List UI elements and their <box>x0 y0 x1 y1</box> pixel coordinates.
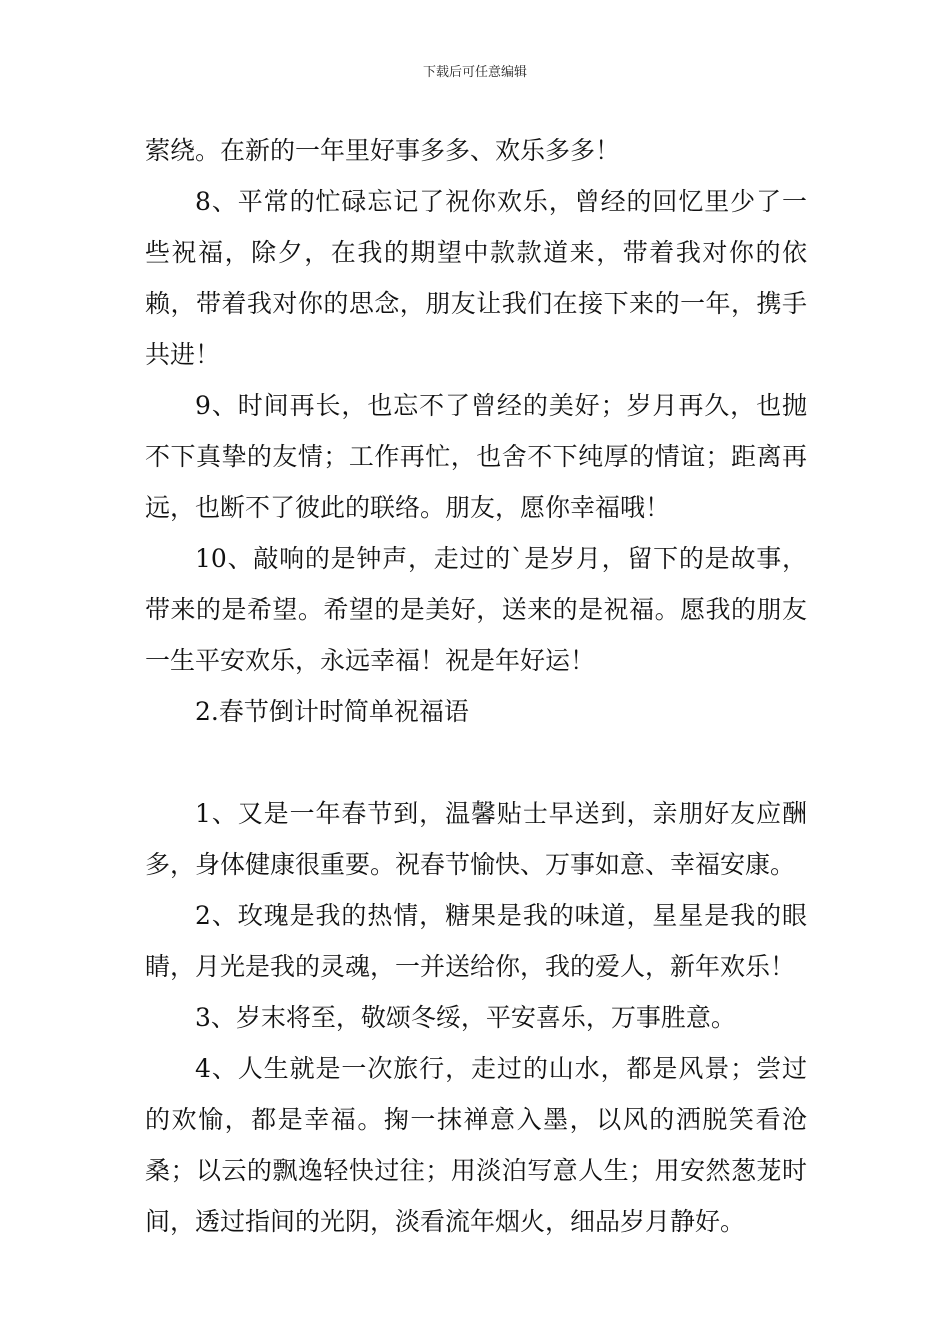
paragraph-item-1: 1、又是一年春节到，温馨贴士早送到，亲朋好友应酬多，身体健康很重要。祝春节愉快、万事如意、幸福安康。 <box>145 799 807 879</box>
paragraph-item-9: 9、时间再长，也忘不了曾经的美好；岁月再久，也抛不下真挚的友情；工作再忙，也舍不下纯厚的情谊；距离再远，也断不了彼此的联络。朋友，愿你幸福哦！ <box>145 391 807 522</box>
paragraph-item-3: 3、岁末将至，敬颂冬绥，平安喜乐，万事胜意。 <box>195 1003 736 1032</box>
blank-line <box>145 737 807 788</box>
paragraph-item-2: 2、玫瑰是我的热情，糖果是我的味道，星星是我的眼睛，月光是我的灵魂，一并送给你，我的爱人，新年欢乐！ <box>145 901 807 981</box>
document-body <box>145 125 807 1247</box>
paragraph-continuation: 萦绕。在新的一年里好事多多、欢乐多多！ <box>145 136 621 165</box>
paragraph-item-8: 8、平常的忙碌忘记了祝你欢乐，曾经的回忆里少了一些祝福，除夕，在我的期望中款款道来，带着我对你的依赖，带着我对你的思念，朋友让我们在接下来的一年，携手共进！ <box>145 187 807 369</box>
page-header: 下载后可任意编辑 <box>422 65 527 80</box>
section-heading: 2.春节倒计时简单祝福语 <box>195 697 469 726</box>
paragraph-item-10: 10、敲响的是钟声，走过的`是岁月，留下的是故事，带来的是希望。希望的是美好，送来的是祝福。愿我的朋友一生平安欢乐，永远幸福！祝是年好运！ <box>145 544 807 675</box>
paragraph-item-4: 4、人生就是一次旅行，走过的山水，都是风景；尝过的欢愉，都是幸福。掬一抹禅意入墨，以风的洒脱笑看沧桑；以云的飘逸轻快过往；用淡泊写意人生；用安然葱茏时间，透过指间的光阴，淡看流年烟火，细品岁月静好。 <box>145 1054 807 1236</box>
